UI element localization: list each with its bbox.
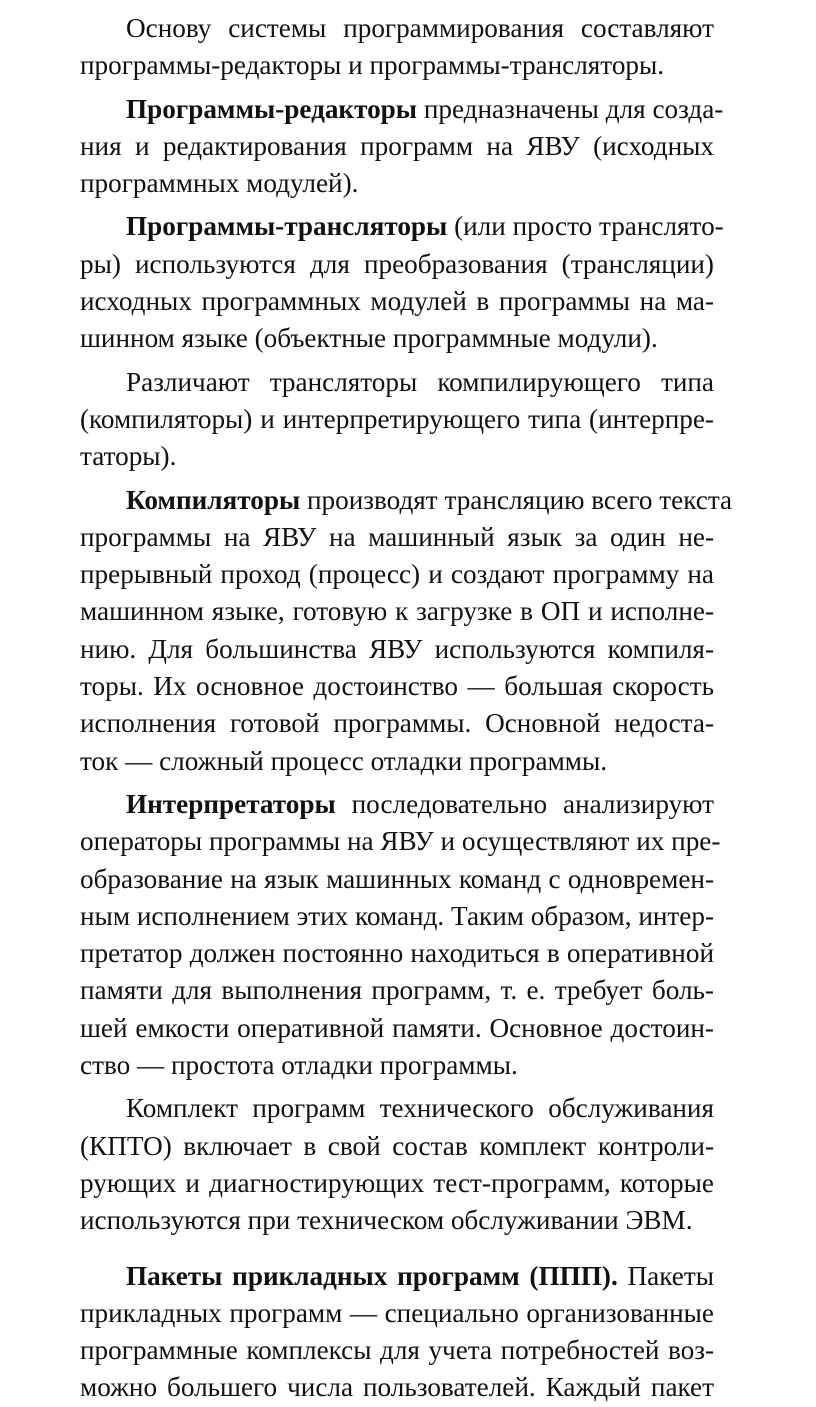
text-line: (КПТО) включает в свой состав комплект контроли- [80,1130,714,1161]
text-line: прикладных программ — специально организованные [80,1297,714,1328]
text-line: ры) используются для преобразования (трансляции) [80,248,714,279]
text-line: машинном языке, готовую к загрузке в ОП и исполне- [80,596,714,627]
text-line: программных модулей). [80,168,359,199]
text-line: памяти для выполнения программ, т. е. требует боль- [80,975,714,1006]
text-line: ния и редактирования программ на ЯВУ (исходных [80,130,714,161]
text-fragment: предназначены для созда- [417,93,724,124]
text-fragment: Пакеты [617,1260,714,1291]
text-line: претатор должен постоянно находиться в оперативной [80,938,714,969]
text-fragment: (или просто транслято- [447,211,724,242]
paragraph-editors [34,91,724,203]
term-translators: Программы-трансляторы [126,211,448,242]
paragraph-types [34,364,714,476]
text-line: ток — сложный процесс отладки программы. [80,745,608,776]
text-line [34,208,724,245]
paragraph-intro [34,10,714,85]
text-line: можно большего числа пользователей. Каждый пакет [80,1372,714,1403]
text-fragment: последовательно анализируют [335,788,714,819]
paragraph-kpto [34,1090,714,1239]
text-line [34,482,733,519]
text-line: программы-редакторы и программы-трансляторы. [80,50,665,81]
text-line: шей емкости оперативной памяти. Основное достоин- [80,1012,714,1043]
text-line: рующих и диагностирующих тест-программ, которые [80,1167,714,1198]
text-line: используются при техническом обслуживании ЭВМ. [80,1205,693,1236]
text-line [34,91,724,128]
text-line [34,1258,714,1295]
text-line [34,786,714,823]
text-line: исходных программных модулей в программы на ма- [80,286,714,317]
document-page [34,10,733,1407]
text-line: шинном языке (объектные программные модули). [80,323,658,354]
text-line: таторы). [80,441,177,472]
paragraph-compilers [34,482,733,780]
text-line: Различают трансляторы компилирующего типа [126,366,714,397]
term-ppp: Пакеты прикладных программ (ППП). [126,1260,618,1291]
text-line: прерывный проход (процесс) и создают программу на [80,559,714,590]
text-line: Комплект программ технического обслуживания [126,1093,714,1124]
text-line: программные комплексы для учета потребностей воз- [80,1335,714,1366]
text-line: (компиляторы) и интерпретирующего типа (интерпре- [80,403,714,434]
text-line: операторы программы на ЯВУ и осуществляют их пре- [80,826,721,857]
text-line: исполнения готовой программы. Основной недоста- [80,708,714,739]
paragraph-translators [34,208,724,357]
term-compilers: Компиляторы [126,484,301,515]
text-line: образование на язык машинных команд с одновремен- [80,863,714,894]
term-interpreters: Интерпретаторы [126,788,336,819]
text-line: ство — простота отладки программы. [80,1050,518,1081]
term-editors: Программы-редакторы [126,93,418,124]
text-line: торы. Их основное достоинство — большая скорость [80,671,714,702]
paragraph-ppp [34,1258,714,1407]
paragraph-interpreters [34,786,721,1084]
text-line: ным исполнением этих команд. Таким образом, интер- [80,900,715,931]
text-line: нию. Для большинства ЯВУ используются компиля- [80,633,714,664]
text-line: программы на ЯВУ на машинный язык за один не- [80,521,714,552]
text-fragment: производят трансляцию всего текста [300,484,733,515]
text-line: Основу системы программирования составляют [126,13,714,43]
